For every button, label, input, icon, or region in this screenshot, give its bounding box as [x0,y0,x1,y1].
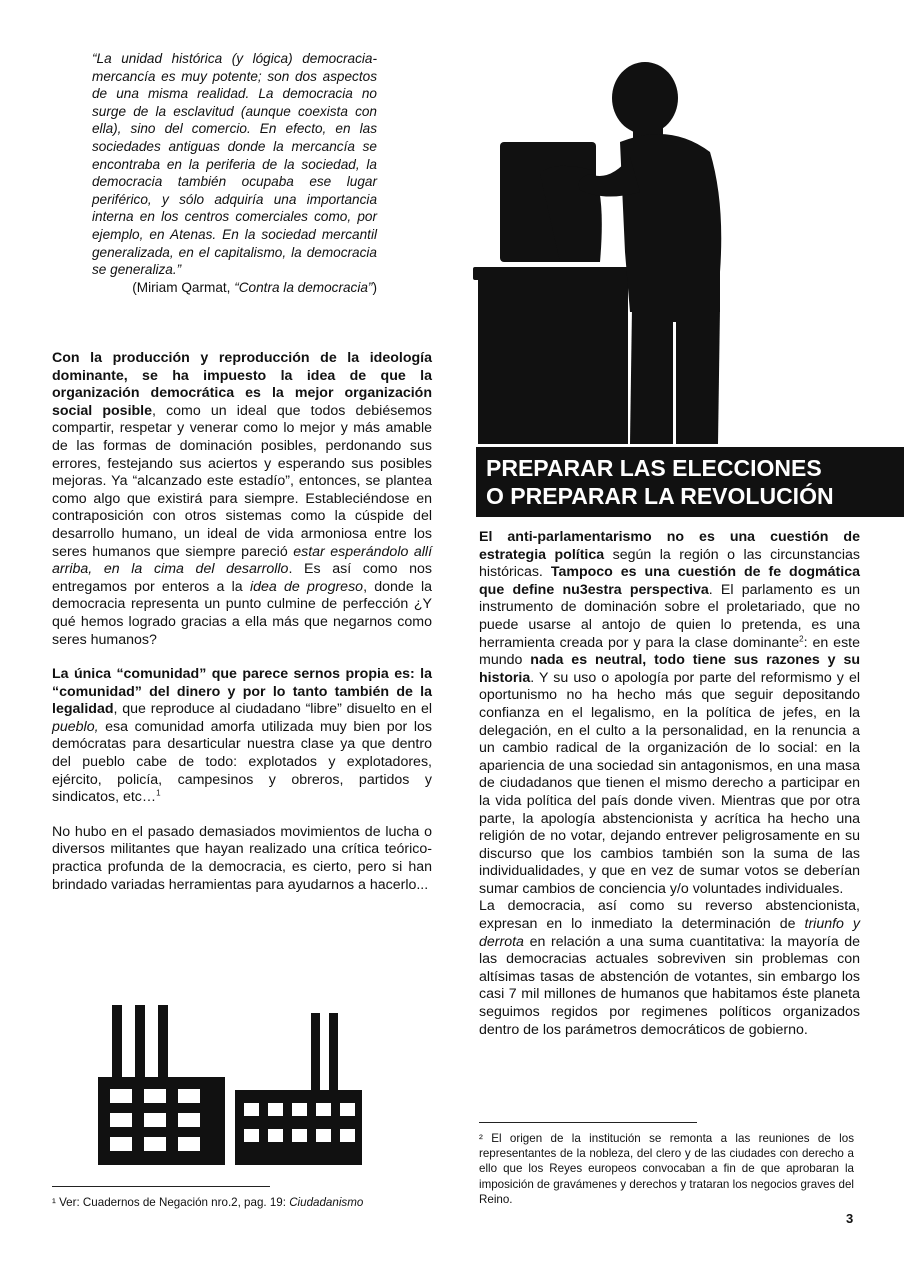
footnote-italic: Ciudadanismo [289,1196,364,1209]
text-italic: idea de progreso [249,578,364,595]
ballot-voter-illustration [470,62,730,444]
text-italic: triunfo y derrota [479,916,861,950]
text-bold: nada es neutral, todo tiene sus razones y su historia [479,652,860,686]
quote-source [92,279,377,297]
quote-close: ) [372,279,377,295]
text-run: . Y su uso o apología por parte del reformismo y el oportunismo no ha hecho más que seguir depositando confianza en el legalismo, en la política de jefes, en la delegación, en el culto a la personalidad, en la renuncia a un cambio radical de la organización de lo social: en la apariencia de una sociedad sin antagonismos, en una masa de ciudadanos que tienen el mismo derecho a participar en la vida política del país donde viven. Mientras que por otra parte, la apología abstencionista y acrítica ha hecho una religión de no votar, dejando entrever peligrosamente en su discurso que los cambios también son la suma de las individualidades, y que en vez de sumar votos se deberían sumar cambios de conciencia y/o voluntades individuales. [479,669,860,897]
left-paragraph-3: No hubo en el pasado demasiados movimientos de lucha o diversos militantes que hayan realizado una crítica teórico-practica profunda de la democracia, es cierto, pero si han brindado variadas herramientas para ayudarnos a hacerlo... [52,823,432,893]
left-paragraph-2 [52,666,432,807]
quote-text: “La unidad histórica (y lógica) democracia-mercancía es muy potente; son dos aspectos de una misma realidad. La democracia no surge de la esclavitud (aunque coexista con ella), sino del comercio. En efecto, en las sociedades antiguas donde la mercancía se encontraba en la periferia de la sociedad, la democracia también ocupaba ese lugar periférico, y sólo adquiría una importancia interna en los centros comerciales como, por ejemplo, en Atenas. En la sociedad mercantil generalizada, en el capitalismo, la democracia se generaliza.” [92,51,377,278]
left-paragraph-1 [52,350,432,649]
lead-bold: El anti-parlamentarismo no es una cuestión de estrategia política [479,529,860,563]
footnote-rule-right [479,1122,697,1123]
right-paragraph-1 [479,529,860,898]
footnote-rule-left [52,1186,270,1187]
text-bold: Tampoco es una cuestión de fe dogmática que define nu3estra perspectiva [479,564,861,598]
text-italic: pueblo, [52,718,99,735]
text-run: esa comunidad amorfa utilizada muy bien por los demócratas para desarticular nuestra clase ya que dentro del pueblo cabe de todo: explotados y explotadores, ejército, policía, campesinos y obreros, partidos y sindicatos, etc… [52,718,432,806]
right-column [479,529,860,1039]
footnote-text: ¹ Ver: Cuadernos de Negación nro.2, pag. 19: [52,1196,290,1209]
factories-illustration [98,1005,364,1165]
quote-author: (Miriam Qarmat, [132,279,235,295]
text-run: : en este mundo [479,634,860,669]
section-banner [476,447,904,517]
footnote-1 [52,1195,442,1210]
lead-bold: La única “comunidad” que parece sernos propia es: la “comunidad” del dinero y por lo tanto también de la legalidad [52,666,432,718]
text-italic: estar esperándolo allí arriba, en la cima del desarrollo [52,543,433,578]
lead-bold: Con la producción y reproducción de la ideología dominante, se ha impuesto la idea de que la organización democrática es la mejor organización social posible [52,350,432,419]
text-run: , que reproduce al ciudadano “libre” disuelto en el [113,701,432,718]
epigraph-quote [92,50,377,296]
footnote-2: ² El origen de la institución se remonta a las reuniones de los representantes de la nobleza, del clero y de las ciudades con derecho a ello que los Reyes europeos convocaban a fin de que aprobaran la imposición de gravámenes y derechos y trataran los negocios graves del Reino. [479,1132,854,1206]
banner-line-2: O PREPARAR LA REVOLUCIÓN [486,483,834,509]
left-column [52,350,432,911]
banner-line-1: PREPARAR LAS ELECCIONES [486,455,822,481]
right-paragraph-2 [479,898,860,1039]
quote-work-title: “Contra la democracia” [234,279,373,295]
text-run: . Es así como nos entregamos por enteros a la [52,561,432,595]
text-run: , donde la democracia representa un punto culmine de perfección ¿Y qué hemos logrado gracias a ella más que negarnos como seres humanos? [52,578,433,648]
footnote-ref-1[interactable]: 1 [156,788,161,798]
text-run: . El parlamento es un instrumento de dominación sobre el proletariado, que no puede usarse al antojo de quien lo pretenda, es una herramienta creada por y para la clase dominante [479,581,860,651]
text-run: en relación a una suma cuantitativa: la mayoría de las democracias actuales sobreviven sin problemas con altísimas tasas de abstención de votantes, sin embargo los casi 7 mil millones de humanos que habitamos éste planeta seguimos regidos por regimenes políticos organizados dentro de los parámetros democráticos de gobierno. [479,933,860,1038]
text-run: según la región o las circunstancias históricas. [479,546,860,581]
page-number: 3 [846,1211,854,1226]
footnote-ref-2[interactable]: 2 [799,633,804,643]
text-run: , como un ideal que todos debiésemos compartir, respetar y venerar como lo mejor y más amable de las formas de dominación posibles, perdonando sus errores, festejando sus aciertos y esperando sus posibles mejoras. Ya “alcanzado este estadío”, entonces, se plantea como algo que existirá para siempre. Estableciéndose en contraposición con otros sistemas como la cúspide del desarrollo humano, un ideal de vida armoniosa entre los seres humanos que siempre pareció [52,402,433,560]
text-run: La democracia, así como su reverso abstencionista, expresan en lo inmediato la determinación de [479,898,860,933]
